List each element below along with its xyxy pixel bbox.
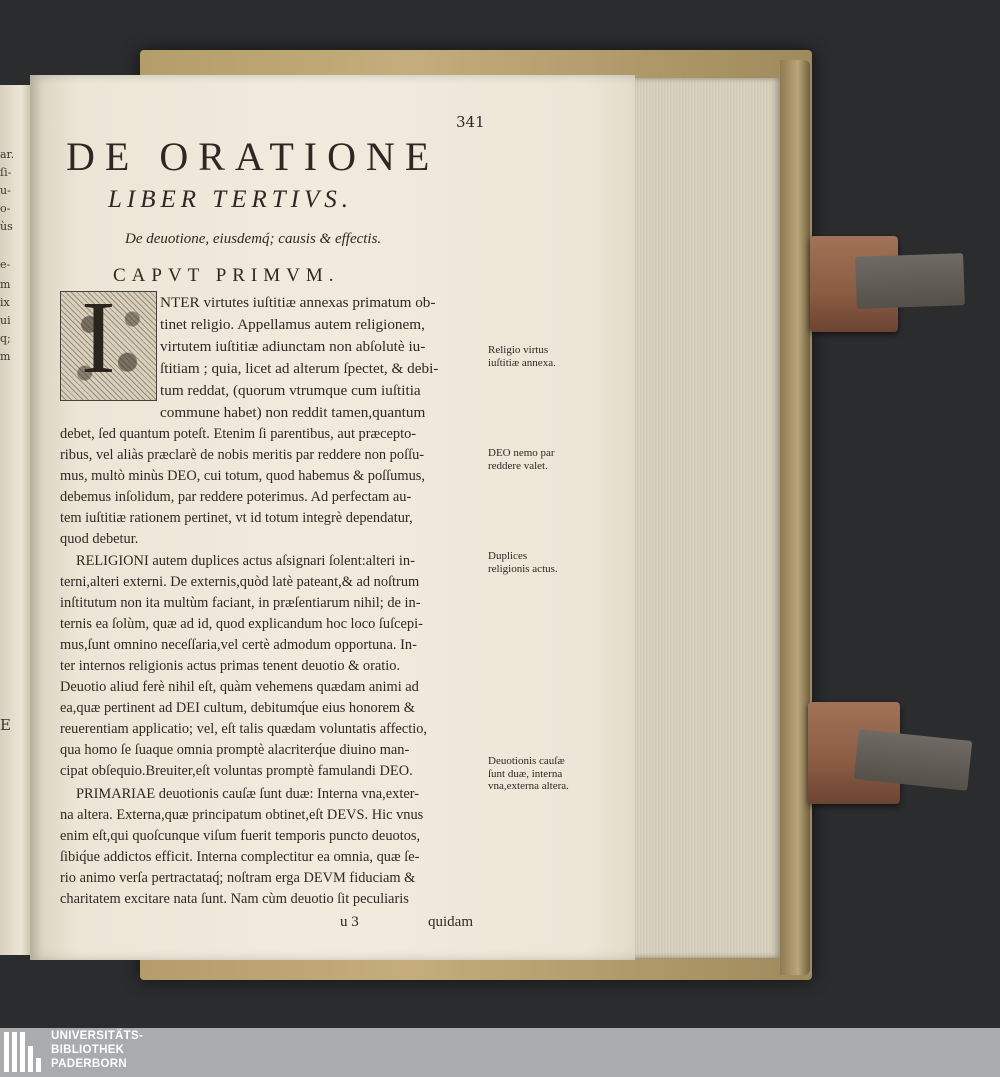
body-line: na altera. Externa,quæ principatum obtinet,eſt DEVS. Hic vnus	[60, 807, 424, 823]
margin-note: Religio virtus iuſtitiæ annexa.	[488, 344, 556, 369]
body-line: tem iuſtitiæ rationem pertinet, vt id totum integrè dependatur,	[60, 510, 413, 526]
body-line: RELIGIONI autem duplices actus aſsignari ſolent:alteri in-	[76, 553, 415, 569]
left-page-fragment: ui	[0, 314, 11, 327]
body-line: cipat obſequio.Breuiter,eſt voluntas promptè famulandi DEO.	[60, 763, 413, 779]
body-line: ternis ea ſolùm, quæ ad id, quod explicandum hoc loco ſuſcepi-	[60, 616, 423, 632]
section-subtitle: De deuotione, eiusdemq́; causis & effectis.	[125, 231, 382, 247]
page-block-fore-edge	[628, 78, 780, 958]
body-line: inſtitutum non ita multùm faciant, in præſentiarum nihil; de in-	[60, 595, 421, 611]
body-line: ſtitiam ; quia, licet ad alterum ſpectet, & debi-	[160, 360, 439, 377]
margin-note: DEO nemo par reddere valet.	[488, 447, 555, 472]
body-line: rio animo verſa pertractataq́; noſtram erga DEVM fiduciam &	[60, 870, 416, 886]
catchword: quidam	[428, 914, 473, 930]
decorated-initial	[60, 280, 157, 401]
body-line: reuerentiam applicatio; vel, eſt talis quædam voluntatis affectio,	[60, 721, 427, 737]
body-line: ſibiq́ue addictos efficit. Interna complectitur ea omnia, quæ ſe-	[60, 849, 420, 865]
initial-letter: I	[81, 280, 116, 395]
upper-clasp-metal	[855, 253, 965, 309]
body-line: debemus inſolidum, par reddere poterimus. Ad perfectam au-	[60, 489, 412, 505]
body-line: tum reddat, (quorum vtrumque cum iuſtitia	[160, 382, 421, 399]
book-cover-edge	[780, 60, 810, 975]
page-number: 341	[456, 113, 485, 131]
logo-line: PADERBORN	[51, 1058, 127, 1070]
signature-mark: u 3	[340, 914, 359, 930]
margin-note: Deuotionis cauſæ ſunt duæ, interna vna,externa altera.	[488, 755, 569, 793]
body-line: quod debetur.	[60, 531, 139, 547]
body-line: qua homo ſe ſuaque omnia promptè alacriterq́ue diuino man-	[60, 742, 410, 758]
left-page-fragment: ùs	[0, 220, 13, 233]
footer-bar	[0, 1028, 1000, 1077]
body-line: terni,alteri externi. De externis,quòd latè pateant,& ad noſtrum	[60, 574, 420, 590]
left-page-fragment: E	[0, 716, 11, 734]
left-page-fragment: o-	[0, 202, 11, 215]
body-line: ribus, vel aliàs præclarè de nobis meritis par reddere non poſſu-	[60, 447, 425, 463]
left-page-fragment: u-	[0, 184, 11, 197]
body-line: mus,ſunt omnino neceſſaria,vel certè admodum opportuna. In-	[60, 637, 417, 653]
left-page-fragment: ſi-	[0, 166, 12, 179]
library-logo-icon	[4, 1032, 44, 1072]
margin-note: Duplices religionis actus.	[488, 550, 558, 575]
body-line: mus, multò minùs DEO, cui totum, quod habemus & poſſumus,	[60, 468, 425, 484]
body-line: ea,quæ pertinent ad DEI cultum, debitumq́ue eius honorem &	[60, 700, 415, 716]
left-page-fragment: q;	[0, 332, 11, 345]
left-page-fragment: e-	[0, 258, 11, 271]
book-title: DE ORATIONE	[66, 134, 440, 179]
left-page-fragment: ar.	[0, 148, 15, 161]
body-line: commune habet) non reddit tamen,quantum	[160, 404, 426, 421]
body-line: enim eſt,qui quoſcunque viſum fuerit temporis puncto deuotos,	[60, 828, 421, 844]
library-logo-text	[51, 1029, 143, 1071]
logo-line: BIBLIOTHEK	[51, 1044, 125, 1056]
left-page-fragment: ix	[0, 296, 10, 309]
body-line: ter internos religionis actus primas tenent deuotio & oratio.	[60, 658, 401, 674]
body-line: Deuotio aliud ferè nihil eſt, quàm vehemens quædam animi ad	[60, 679, 419, 695]
book-subtitle: LIBER TERTIVS.	[108, 186, 353, 213]
chapter-heading: CAPVT PRIMVM.	[113, 265, 340, 286]
body-line: PRIMARIAE deuotionis cauſæ ſunt duæ: Interna vna,exter-	[76, 786, 420, 802]
left-page-fragment: m	[0, 350, 11, 363]
body-line: debet, ſed quantum poteſt. Etenim ſi parentibus, aut præcepto-	[60, 426, 417, 442]
body-line: virtutem iuſtitiæ adiunctam non abſolutè iu-	[160, 338, 426, 355]
body-line: NTER virtutes iuſtitiæ annexas primatum ob-	[160, 294, 436, 311]
logo-line: UNIVERSITÄTS-	[51, 1030, 144, 1042]
body-line: tinet religio. Appellamus autem religionem,	[160, 316, 425, 333]
body-line: charitatem excitare nata ſunt. Nam cùm deuotio ſit peculiaris	[60, 891, 409, 907]
left-page-fragment: m	[0, 278, 11, 291]
left-page	[0, 85, 30, 955]
